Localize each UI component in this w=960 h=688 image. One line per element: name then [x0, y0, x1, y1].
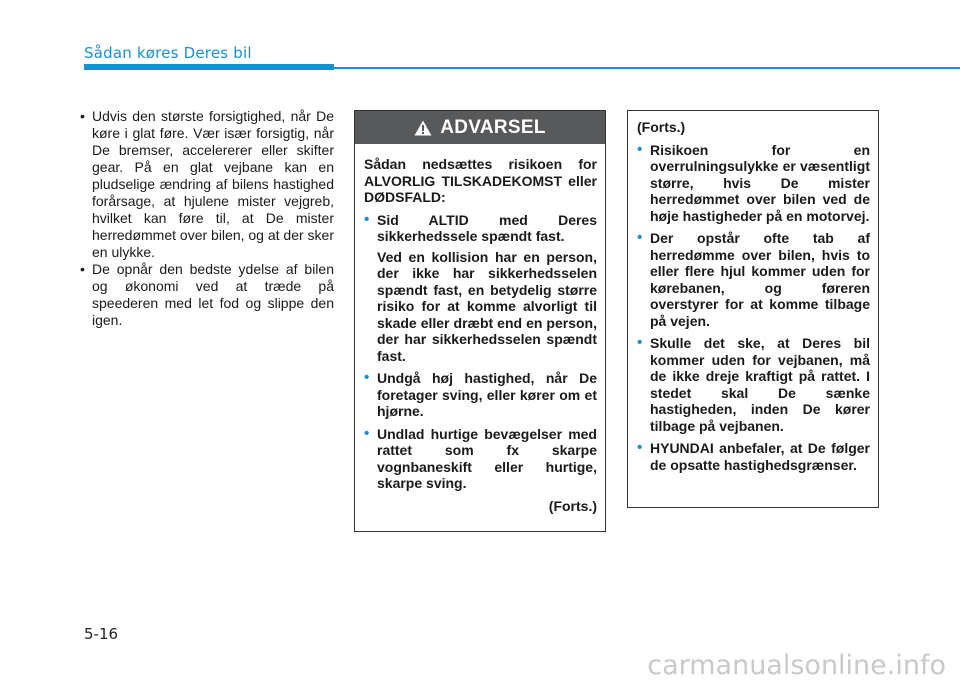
list-item: • HYUNDAI anbefaler, at De følger de opsatte hastighedsgrænser.	[637, 440, 870, 473]
warning-triangle-icon	[414, 120, 432, 136]
list-item: • Undgå høj hastighed, når De foretager sving, eller kører om et hjørne.	[364, 370, 597, 420]
list-item: • Der opstår ofte tab af herredømme over bilen, hvis to eller flere hjul kommer uden for kørebanen, og føreren overstyrer for at komme tilbage på vejen.	[637, 230, 870, 329]
page-number: 5-16	[84, 625, 119, 643]
continued-heading: (Forts.)	[637, 119, 686, 135]
list-item: • Risikoen for en overrulningsulykke er væsentligt større, hvis De mister herredømmet over bilen ved de høje hastigheder på en motorvej.	[637, 142, 870, 225]
header-rule	[334, 67, 960, 69]
left-column	[80, 108, 334, 329]
continued-box	[627, 110, 879, 508]
list-item: • De opnår den bedste ydelse af bilen og økonomi ved at træde på speederen med let fod og slippe den igen.	[80, 261, 334, 329]
warning-box	[354, 110, 606, 532]
continued-label: (Forts.)	[548, 497, 597, 514]
section-title: Sådan køres Deres bil	[84, 44, 252, 62]
continued-body	[628, 111, 878, 473]
warning-intro: Sådan nedsættes risikoen for ALVORLIG TILSKADEKOMST eller DØDSFALD:	[364, 156, 597, 205]
list-item: • Undlad hurtige bevægelser med rattet som fx skarpe vognbaneskift eller hurtige, skarpe sving.	[364, 426, 597, 492]
warning-header	[355, 111, 605, 144]
warning-item-detail: Ved en kollision har en person, der ikke har sikkerhedsselen spændt fast, en betydelig større risiko for at komme alvorligt til skade eller dræbt end en person, der har sikkerhedsselen spændt fast.	[377, 248, 597, 364]
list-item: • Udvis den største forsigtighed, når De køre i glat føre. Vær især forsigtig, når De bremser, accelererer eller skifter gear. På en glat vejbane kan en pludselige ændring af bilens hastighed forårsage, at hjulene mister vejgreb, hvilket kan føre til, at De mister herredømmet over bilen, og at der sker en ulykke.	[80, 108, 334, 261]
list-item	[364, 212, 597, 365]
warning-body	[355, 144, 605, 514]
warning-list	[364, 212, 597, 492]
list-item: • Skulle det ske, at Deres bil kommer uden for vejbanen, må de ikke dreje kraftigt på rattet. I stedet skal De sænke hastigheden, inden De kører tilbage på vejbanen.	[637, 335, 870, 434]
header-accent-bar	[84, 64, 334, 70]
bullet-list	[80, 108, 334, 329]
warning-title: ADVARSEL	[440, 116, 546, 138]
continued-list	[637, 142, 870, 474]
watermark: carmanualsonline.info	[647, 650, 946, 681]
warning-item-text: Sid ALTID med Deres sikkerhedssele spændt fast.	[377, 211, 597, 244]
